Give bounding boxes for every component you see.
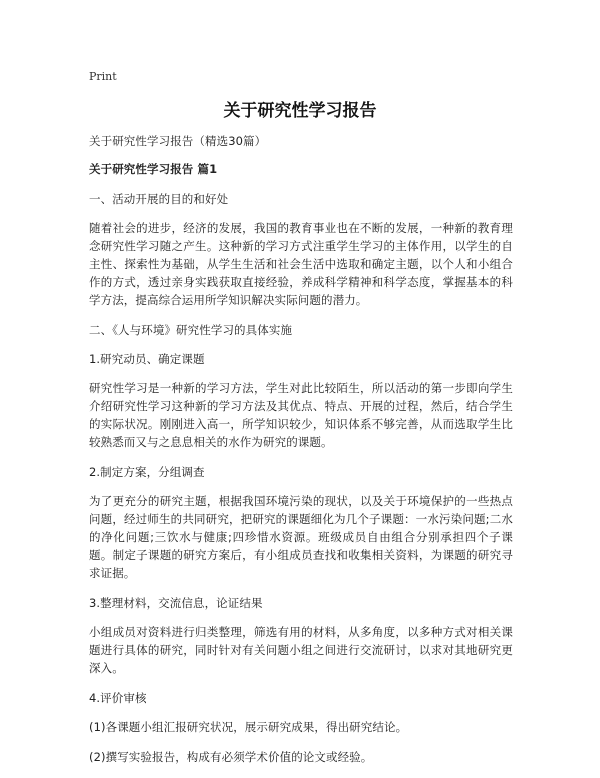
subheading-step-4: 4.评价审核 xyxy=(89,691,147,705)
page-title: 关于研究性学习报告 xyxy=(223,101,377,121)
document-body xyxy=(89,132,513,778)
section-heading: 关于研究性学习报告 篇1 xyxy=(89,162,218,176)
print-link[interactable]: Print xyxy=(89,70,117,83)
subheading-step-3: 3.整理材料，交流信息，论证结果 xyxy=(89,596,263,610)
subheading-step-1: 1.研究动员、确定课题 xyxy=(89,352,205,366)
list-item-evaluation-1: (1)各课题小组汇报研究状况，展示研究成果，得出研究结论。 xyxy=(89,720,408,734)
heading-implementation: 二、《人与环境》研究性学习的具体实施 xyxy=(89,323,293,337)
paragraph-step-3: 小组成员对资料进行归类整理，筛选有用的材料，从多角度，以多种方式对相关课题进行具体的研究，同时针对有关问题小组之间进行交流研讨，以求对其地研究更深入。 xyxy=(89,625,513,675)
list-item-evaluation-2: (2)撰写实验报告，构成有必须学术价值的论文或经验。 xyxy=(89,750,373,764)
subheading-step-2: 2.制定方案，分组调查 xyxy=(89,465,205,479)
document-subtitle: 关于研究性学习报告（精选30篇） xyxy=(89,134,267,148)
paragraph-step-2: 为了更充分的研究主题，根据我国环境污染的现状，以及关于环境保护的一些热点问题，经过师生的共同研究，把研究的课题细化为几个子课题：一水污染问题;二水的净化问题;三饮水与健康;四珍惜水资源。班级成员自由组合分别承担四个子课题。制定子课题的研究方案后，有小组成员查找和收集相关资料，为课题的研究寻求证据。 xyxy=(89,494,513,580)
paragraph-purpose: 随着社会的进步，经济的发展，我国的教育事业也在不断的发展，一种新的教育理念研究性学习随之产生。这种新的学习方式注重学生学习的主体作用，以学生的自主性、探索性为基础，从学生生活和社会生活中选取和确定主题，以个人和小组合作的方式，透过亲身实践获取直接经验，养成科学精神和科学态度，掌握基本的科学方法，提高综合运用所学知识解决实际问题的潜力。 xyxy=(89,221,513,307)
paragraph-step-1: 研究性学习是一种新的学习方法，学生对此比较陌生，所以活动的第一步即向学生介绍研究性学习这种新的学习方法及其优点、特点、开展的过程，然后，结合学生的实际状况。刚刚进入高一，所学知识较少，知识体系不够完善，从而选取学生比较熟悉而又与之息息相关的水作为研究的课题。 xyxy=(89,381,513,449)
heading-purpose: 一、活动开展的目的和好处 xyxy=(89,192,229,206)
